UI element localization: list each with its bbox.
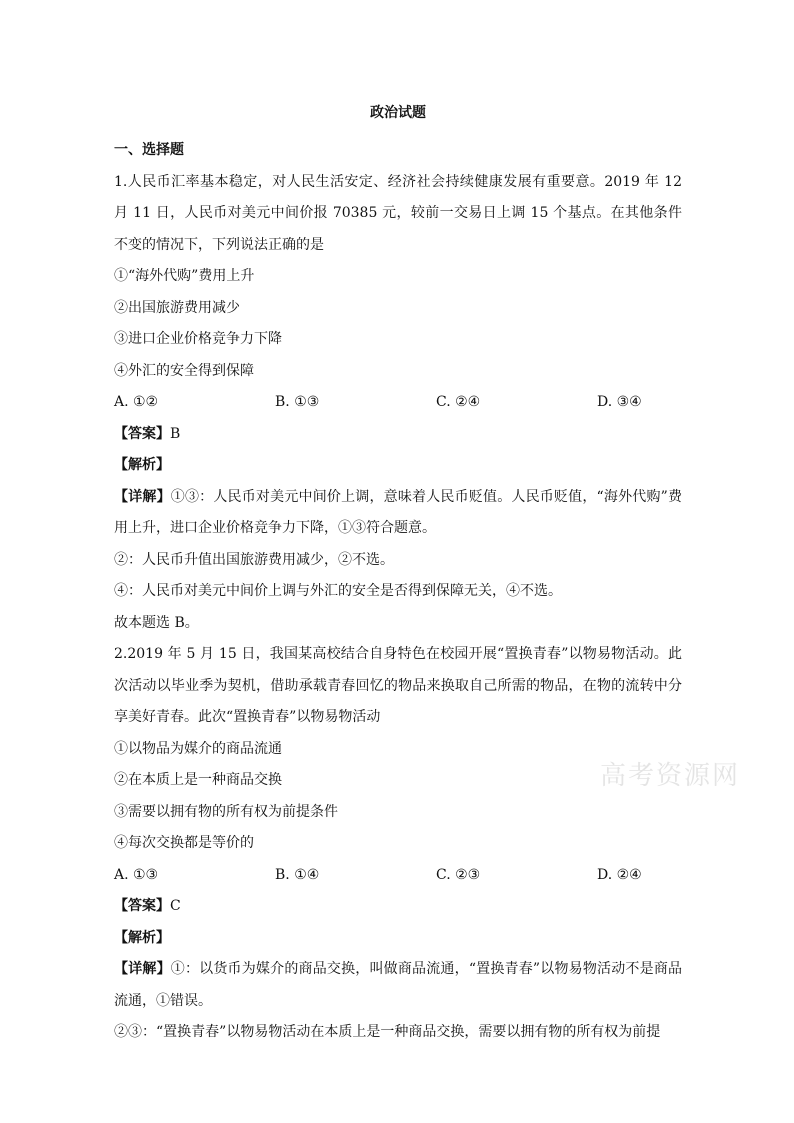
question-stem: 1.人民币汇率基本稳定，对人民生活安定、经济社会持续健康发展有重要意。2019 年 12 月 11 日，人民币对美元中间价报 70385 元，较前一交易日上调 15 个基点。在其他条件不变的情况下，下列说法正确的是 <box>114 173 682 253</box>
option-a: A. ①② <box>114 394 159 410</box>
page-title: 政治试题 <box>370 105 426 121</box>
option-b: B. ①③ <box>275 394 320 410</box>
statement-item: ①“海外代购”费用上升 <box>114 268 255 284</box>
analysis-note: 故本题选 B。 <box>114 614 199 631</box>
statement-item: ③进口企业价格竞争力下降 <box>114 331 282 347</box>
analysis-label: 【解析】 <box>114 929 170 946</box>
option-c: C. ②④ <box>436 394 481 410</box>
detail-label: 【详解】 <box>114 488 171 505</box>
answer-line <box>114 419 682 451</box>
detail-paragraph <box>114 482 682 545</box>
statement-item: ④外汇的安全得到保障 <box>114 362 254 379</box>
statement-item: ②在本质上是一种商品交换 <box>114 772 282 788</box>
answer-label: 【答案】 <box>114 898 170 914</box>
statement-item: ③需要以拥有物的所有权为前提条件 <box>114 803 338 820</box>
detail-text: ①③：人民币对美元中间价上调，意味着人民币贬值。人民币贬值，“海外代购”费用上升，进口企业价格竞争力下降，①③符合题意。 <box>114 488 683 536</box>
option-a: A. ①③ <box>114 866 159 883</box>
statement-item: ②出国旅游费用减少 <box>114 299 240 316</box>
watermark: 高考资源网 <box>600 761 741 791</box>
statement-item: ①以物品为媒介的商品流通 <box>114 740 282 757</box>
answer-options <box>114 860 682 892</box>
answer-value: B <box>170 425 181 442</box>
answer-value: C <box>170 898 181 914</box>
detail-text: ①：以货币为媒介的商品交换，叫做商品流通，“置换青春”以物易物活动不是商品流通，①错误。 <box>114 961 683 1009</box>
analysis-note: ②③：“置换青春”以物易物活动在本质上是一种商品交换，需要以拥有物的所有权为前提 <box>114 1024 661 1040</box>
option-c: C. ②③ <box>436 866 481 883</box>
answer-label: 【答案】 <box>114 425 170 442</box>
option-d: D. ②④ <box>597 866 642 883</box>
document-content <box>114 102 682 1049</box>
analysis-label: 【解析】 <box>114 457 170 473</box>
detail-paragraph <box>114 954 682 1017</box>
answer-line <box>114 891 682 923</box>
option-b: B. ①④ <box>275 866 320 883</box>
answer-options <box>114 387 682 419</box>
statement-item: ④每次交换都是等价的 <box>114 835 254 851</box>
question-2 <box>114 639 682 1049</box>
analysis-note: ②：人民币升值出国旅游费用减少，②不选。 <box>114 551 394 568</box>
detail-label: 【详解】 <box>114 961 171 977</box>
question-stem: 2.2019 年 5 月 15 日，我国某高校结合自身特色在校园开展“置换青春”以物易物活动。此次活动以毕业季为契机，借助承载青春回忆的物品来换取自己所需的物品，在物的流转中分享美好青春。此次“置换青春”以物易物活动 <box>114 646 682 725</box>
section-heading: 一、选择题 <box>114 142 184 158</box>
question-1 <box>114 167 682 640</box>
analysis-note: ④：人民币对美元中间价上调与外汇的安全是否得到保障无关，④不选。 <box>114 583 562 599</box>
option-d: D. ③④ <box>597 394 642 410</box>
